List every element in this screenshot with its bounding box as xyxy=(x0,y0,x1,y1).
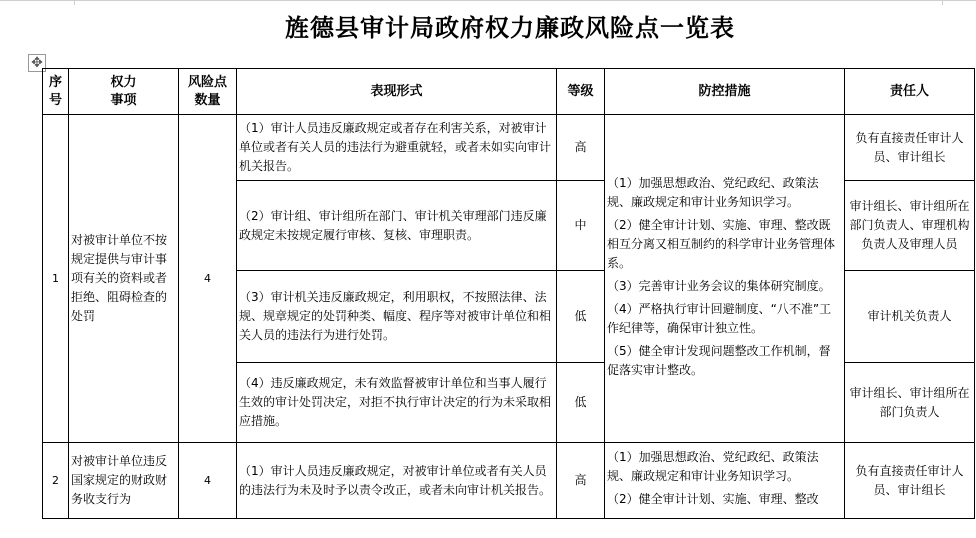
header-row xyxy=(43,69,975,115)
owner-cell: 负有直接责任审计人员、审计组长 xyxy=(845,115,975,181)
owner-cell: 负有直接责任审计人员、审计组长 xyxy=(845,443,975,519)
seq-cell: 2 xyxy=(43,443,69,519)
measure-item: （2）健全审计计划、实施、审理、整改 xyxy=(607,492,819,506)
table-row xyxy=(43,115,975,181)
form-cell: （3）审计机关违反廉政规定，利用职权，不按照法律、法规、规章规定的处罚种类、幅度、程序等对被审计单位和相关人员的违法行为进行处罚。 xyxy=(237,271,557,363)
table-row xyxy=(43,443,975,519)
measure-item: （1）加强思想政治、党纪政纪、政策法规、廉政规定和审计业务知识学习。 xyxy=(607,175,819,209)
header-owner: 责任人 xyxy=(845,69,975,115)
header-measures: 防控措施 xyxy=(605,69,845,115)
form-cell: （2）审计组、审计组所在部门、审计机关审理部门违反廉政规定未按规定履行审核、复核、审理职责。 xyxy=(237,181,557,271)
ruler-mark xyxy=(942,0,943,5)
power-cell: 对被审计单位不按规定提供与审计事项有关的资料或者拒绝、阻碍检查的处罚 xyxy=(69,115,179,443)
measures-cell xyxy=(605,443,845,519)
measure-item: （5）健全审计发现问题整改工作机制，督促落实审计整改。 xyxy=(607,343,831,377)
form-cell: （1）审计人员违反廉政规定，对被审计单位或者有关人员的违法行为未及时予以责令改正，或者未向审计机关报告。 xyxy=(237,443,557,519)
risk-table xyxy=(42,68,975,519)
power-cell: 对被审计单位违反国家规定的财政财务收支行为 xyxy=(69,443,179,519)
page-title: 旌德县审计局政府权力廉政风险点一览表 xyxy=(285,13,735,42)
measures-cell xyxy=(605,115,845,443)
header-level: 等级 xyxy=(557,69,605,115)
measure-item: （1）加强思想政治、党纪政纪、政策法规、廉政规定和审计业务知识学习。 xyxy=(607,450,819,483)
level-cell: 中 xyxy=(557,181,605,271)
seq-cell: 1 xyxy=(43,115,69,443)
owner-cell: 审计组长、审计组所在部门负责人 xyxy=(845,363,975,443)
form-cell: （4）违反廉政规定，未有效监督被审计单位和当事人履行生效的审计处罚决定，对拒不执行审计决定的行为未采取相应措施。 xyxy=(237,363,557,443)
table-move-handle-icon[interactable]: ✥ xyxy=(28,54,46,72)
header-count: 风险点 数量 xyxy=(179,69,237,115)
header-form: 表现形式 xyxy=(237,69,557,115)
ruler-mark xyxy=(74,0,75,5)
count-cell: 4 xyxy=(179,443,237,519)
level-cell: 低 xyxy=(557,363,605,443)
owner-cell: 审计组长、审计组所在部门负责人、审理机构负责人及审理人员 xyxy=(845,181,975,271)
form-cell: （1）审计人员违反廉政规定或者存在利害关系，对被审计单位或者有关人员的违法行为避重就轻，或者未如实向审计机关报告。 xyxy=(237,115,557,181)
level-cell: 低 xyxy=(557,271,605,363)
measure-item: （2）健全审计计划、实施、审理、整改既相互分离又相互制约的科学审计业务管理体系。 xyxy=(607,217,836,270)
count-cell: 4 xyxy=(179,115,237,443)
header-power: 权力 事项 xyxy=(69,69,179,115)
measure-item: （3）完善审计业务会议的集体研究制度。 xyxy=(607,278,831,293)
level-cell: 高 xyxy=(557,115,605,181)
header-seq: 序 号 xyxy=(43,69,69,115)
measure-item: （4）严格执行审计回避制度、“八不准”工作纪律等，确保审计独立性。 xyxy=(607,301,832,335)
owner-cell: 审计机关负责人 xyxy=(845,271,975,363)
level-cell: 高 xyxy=(557,443,605,519)
window-top-border xyxy=(0,0,976,1)
